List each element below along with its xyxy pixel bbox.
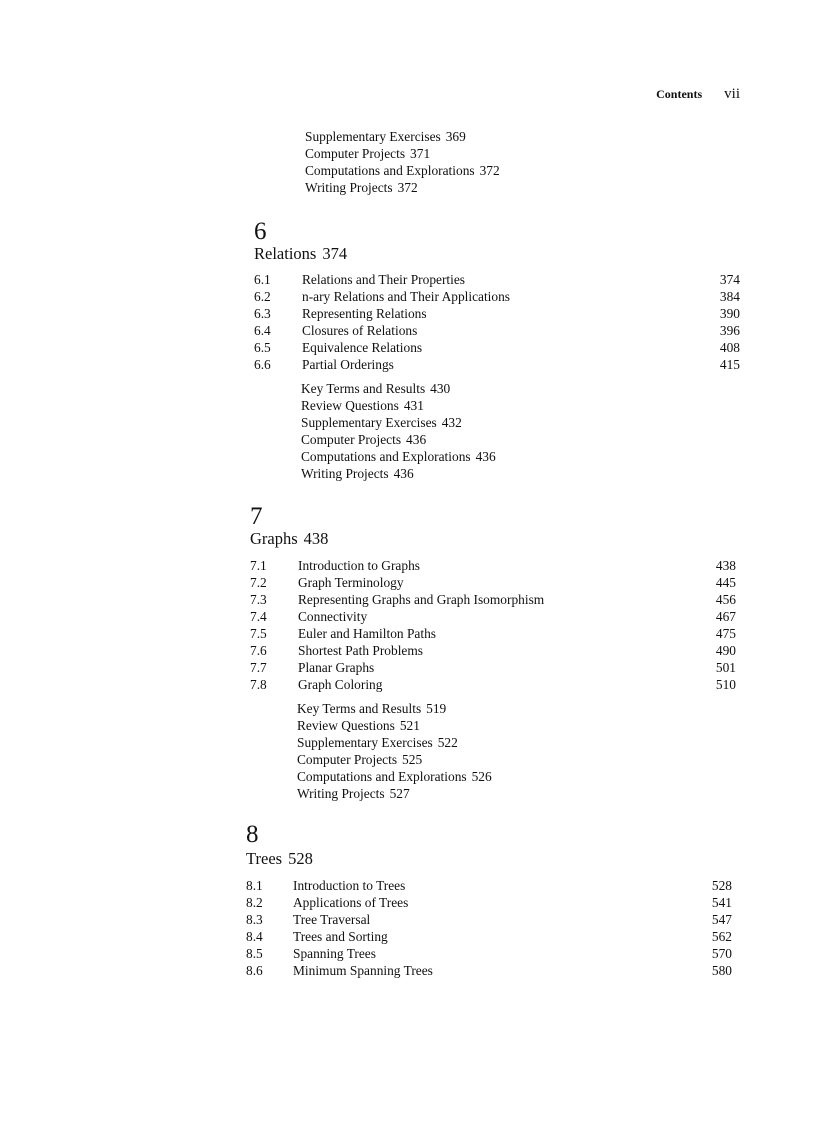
toc-section-row[interactable]: 6.3 Representing Relations 390 xyxy=(254,306,740,321)
end-matter-item[interactable]: Review Questions 431 xyxy=(301,398,424,413)
chapter-number: 6 xyxy=(254,218,267,245)
toc-section-row[interactable]: 8.5 Spanning Trees 570 xyxy=(246,946,732,961)
toc-section-row[interactable]: 7.8 Graph Coloring 510 xyxy=(250,677,736,692)
chapter-7-end-matter xyxy=(297,700,697,802)
toc-section-row[interactable]: 7.4 Connectivity 467 xyxy=(250,609,736,624)
chapter-6-end-matter xyxy=(301,380,701,482)
section-list xyxy=(246,877,740,979)
chapter-title[interactable]: Relations 374 xyxy=(254,244,348,263)
toc-section-row[interactable]: 7.7 Planar Graphs 501 xyxy=(250,660,736,675)
toc-section-row[interactable]: 8.6 Minimum Spanning Trees 580 xyxy=(246,963,732,978)
toc-section-row[interactable]: 7.6 Shortest Path Problems 490 xyxy=(250,643,736,658)
running-header-label: Contents xyxy=(656,87,703,101)
toc-section-row[interactable]: 8.2 Applications of Trees 541 xyxy=(246,895,732,910)
toc-section-row[interactable]: 8.1 Introduction to Trees 528 xyxy=(246,878,732,893)
end-matter-item[interactable]: Computer Projects 525 xyxy=(297,752,423,767)
chapter-title[interactable]: Trees 528 xyxy=(246,849,313,868)
end-matter-item[interactable]: Computations and Explorations 372 xyxy=(305,163,500,178)
chapter-number: 8 xyxy=(246,821,259,848)
toc-section-row[interactable]: 6.2 n-ary Relations and Their Applications 384 xyxy=(254,289,740,304)
toc-section-row[interactable]: 6.1 Relations and Their Properties 374 xyxy=(254,272,740,287)
toc-section-row[interactable]: 8.4 Trees and Sorting 562 xyxy=(246,929,732,944)
end-matter-item[interactable]: Supplementary Exercises 369 xyxy=(305,129,466,144)
section-list xyxy=(254,271,740,373)
end-matter-item[interactable]: Supplementary Exercises 432 xyxy=(301,415,462,430)
toc-section-row[interactable]: 6.5 Equivalence Relations 408 xyxy=(254,340,740,355)
end-matter-item[interactable]: Writing Projects 436 xyxy=(301,466,414,481)
toc-section-row[interactable]: 7.3 Representing Graphs and Graph Isomorphism 456 xyxy=(250,592,736,607)
end-matter-item[interactable]: Key Terms and Results 430 xyxy=(301,381,451,396)
chapter-title[interactable]: Graphs 438 xyxy=(250,529,329,548)
end-matter-item[interactable]: Supplementary Exercises 522 xyxy=(297,735,458,750)
toc-section-row[interactable]: 7.5 Euler and Hamilton Paths 475 xyxy=(250,626,736,641)
end-matter-item[interactable]: Writing Projects 527 xyxy=(297,786,410,801)
toc-section-row[interactable]: 8.3 Tree Traversal 547 xyxy=(246,912,732,927)
chapter-5-end-matter xyxy=(305,128,705,196)
end-matter-item[interactable]: Computer Projects 371 xyxy=(305,146,431,161)
running-header xyxy=(600,85,740,105)
end-matter-item[interactable]: Computer Projects 436 xyxy=(301,432,427,447)
toc-section-row[interactable]: 7.2 Graph Terminology 445 xyxy=(250,575,736,590)
toc-section-row[interactable]: 6.6 Partial Orderings 415 xyxy=(254,357,740,372)
page-number: vii xyxy=(724,86,740,102)
end-matter-item[interactable]: Review Questions 521 xyxy=(297,718,420,733)
end-matter-item[interactable]: Computations and Explorations 526 xyxy=(297,769,492,784)
end-matter-item[interactable]: Computations and Explorations 436 xyxy=(301,449,496,464)
end-matter-item[interactable]: Writing Projects 372 xyxy=(305,180,418,195)
section-list xyxy=(250,557,740,693)
end-matter-item[interactable]: Key Terms and Results 519 xyxy=(297,701,447,716)
chapter-number: 7 xyxy=(250,503,263,530)
toc-section-row[interactable]: 6.4 Closures of Relations 396 xyxy=(254,323,740,338)
toc-section-row[interactable]: 7.1 Introduction to Graphs 438 xyxy=(250,558,736,573)
